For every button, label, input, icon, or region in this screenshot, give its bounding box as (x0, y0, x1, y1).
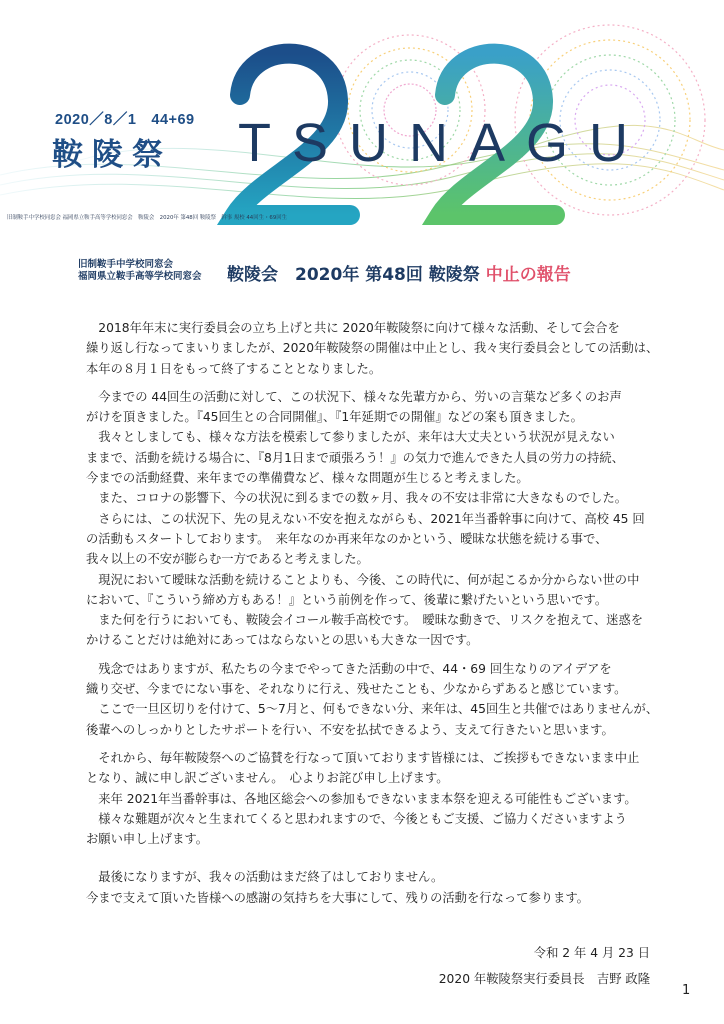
page-number: 1 (682, 983, 691, 998)
festival-name: 鞍陵祭 (52, 137, 172, 173)
org-line-2: 福岡県立鞍手高等学校同窓会 (78, 271, 202, 282)
report-title (78, 256, 678, 296)
tsunagu-logo-text: TSUNAGU (238, 113, 650, 173)
paragraph: また何を行うにおいても、鞍陵会イコール鞍手高校です。 曖昧な動きで、リスクを抱えて、迷惑を かけることだけは絶対にあってはならないとの思いも大きな一因です。 (86, 613, 644, 648)
main-title-text: 鞍陵会 2020年 第48回 鞍陵祭 (227, 265, 480, 285)
header-banner (0, 0, 724, 235)
paragraph: 残念ではありますが、私たちの今までやってきた活動の中で、44・69 回生なりのアイデアを 織り交ぜ、今までにない事を、それなりに行え、残せたことも、少なからずあると感じています。 (86, 661, 627, 697)
paragraph: さらには、この状況下、先の見えない不安を抱えながらも、2021年当番幹事に向けて、高校 45 回 の活動もスタートしております。 来年なのか再来年なのかという、曖昧な状態を続ける事で、 我々以上の不安が膨らむ一方であると考えました。 (86, 511, 645, 567)
paragraph: 2018年年末に実行委員会の立ち上げと共に 2020年鞍陵祭に向けて様々な活動、そして会合を 繰り返し行なってまいりましたが、2020年鞍陵祭の開催は中止とし、我々実行委員会としての活動は、 本年の８月１日をもって終了することとなりました。 (86, 321, 659, 376)
letter-body (86, 318, 672, 916)
signature-block (439, 940, 650, 992)
festival-date: 2020／8／1 44+69 (55, 112, 195, 128)
paragraph: 我々としましても、様々な方法を模索して参りましたが、来年は大丈夫という状況が見えない ままで、活動を続ける場合に、『8月1日まで頑張ろう！』の気力で進んできた人員の労力の持続、 今までの活動経費、来年までの準備費など、様々な問題が生じると考えました。 (86, 430, 625, 486)
paragraph: 現況において曖昧な活動を続けることよりも、今後、この時代に、何が起こるか分からない世の中 において、『こういう締め方もある！』という前例を作って、後輩に繋げたいという思いです。 (86, 572, 640, 607)
paragraph: 最後になりますが、我々の活動はまだ終了はしておりません。 今まで支えて頂いた皆様への感謝の気持ちを大事にして、残りの活動を行なって参ります。 (86, 870, 589, 905)
paragraph: また、コロナの影響下、今の状況に到るまでの数ヶ月、我々の不安は非常に大きなものでした。 (98, 491, 628, 506)
main-title (227, 260, 571, 285)
banner-fine-print: 旧制鞍手中学校同窓会 福岡県立鞍手高等学校同窓会 鞍陵会 2020年 第48回 鞍陵祭 幹事 規校 44回生・69回生 (7, 215, 288, 221)
paragraph: 今までの 44回生の活動に対して、この状況下、様々な先輩方から、労いの言葉など多くのお声 がけを頂きました。『45回生との合同開催』、『1年延期での開催』などの案も頂きました。 (86, 389, 622, 425)
paragraph: 様々な難題が次々と生まれてくると思われますので、今後ともご支援、ご協力くださいますよう お願い申し上げます。 (86, 811, 627, 847)
letter-author: 2020 年鞍陵祭実行委員長 吉野 政隆 (438, 972, 650, 986)
letter-date: 令和 2 年 4 月 23 日 (533, 946, 650, 960)
paragraph: ここで一旦区切りを付けて、5～7月と、何もできない分、来年は、45回生と共催ではありませんが、 後輩へのしっかりとしたサポートを行い、不安を払拭できるよう、支えて行きたいと思います。 (86, 702, 659, 737)
cancellation-label: 中止の報告 (485, 265, 571, 285)
org-line-1: 旧制鞍手中学校同窓会 (78, 259, 174, 270)
paragraph: 来年 2021年当番幹事は、各地区総会への参加もできないまま本祭を迎える可能性もございます。 (98, 791, 637, 806)
paragraph: それから、毎年鞍陵祭へのご協賛を行なって頂いております皆様には、ご挨拶もできないまま中止 となり、誠に申し訳ございません。 心よりお詫び申し上げます。 (86, 750, 640, 786)
organization-names (78, 259, 202, 283)
